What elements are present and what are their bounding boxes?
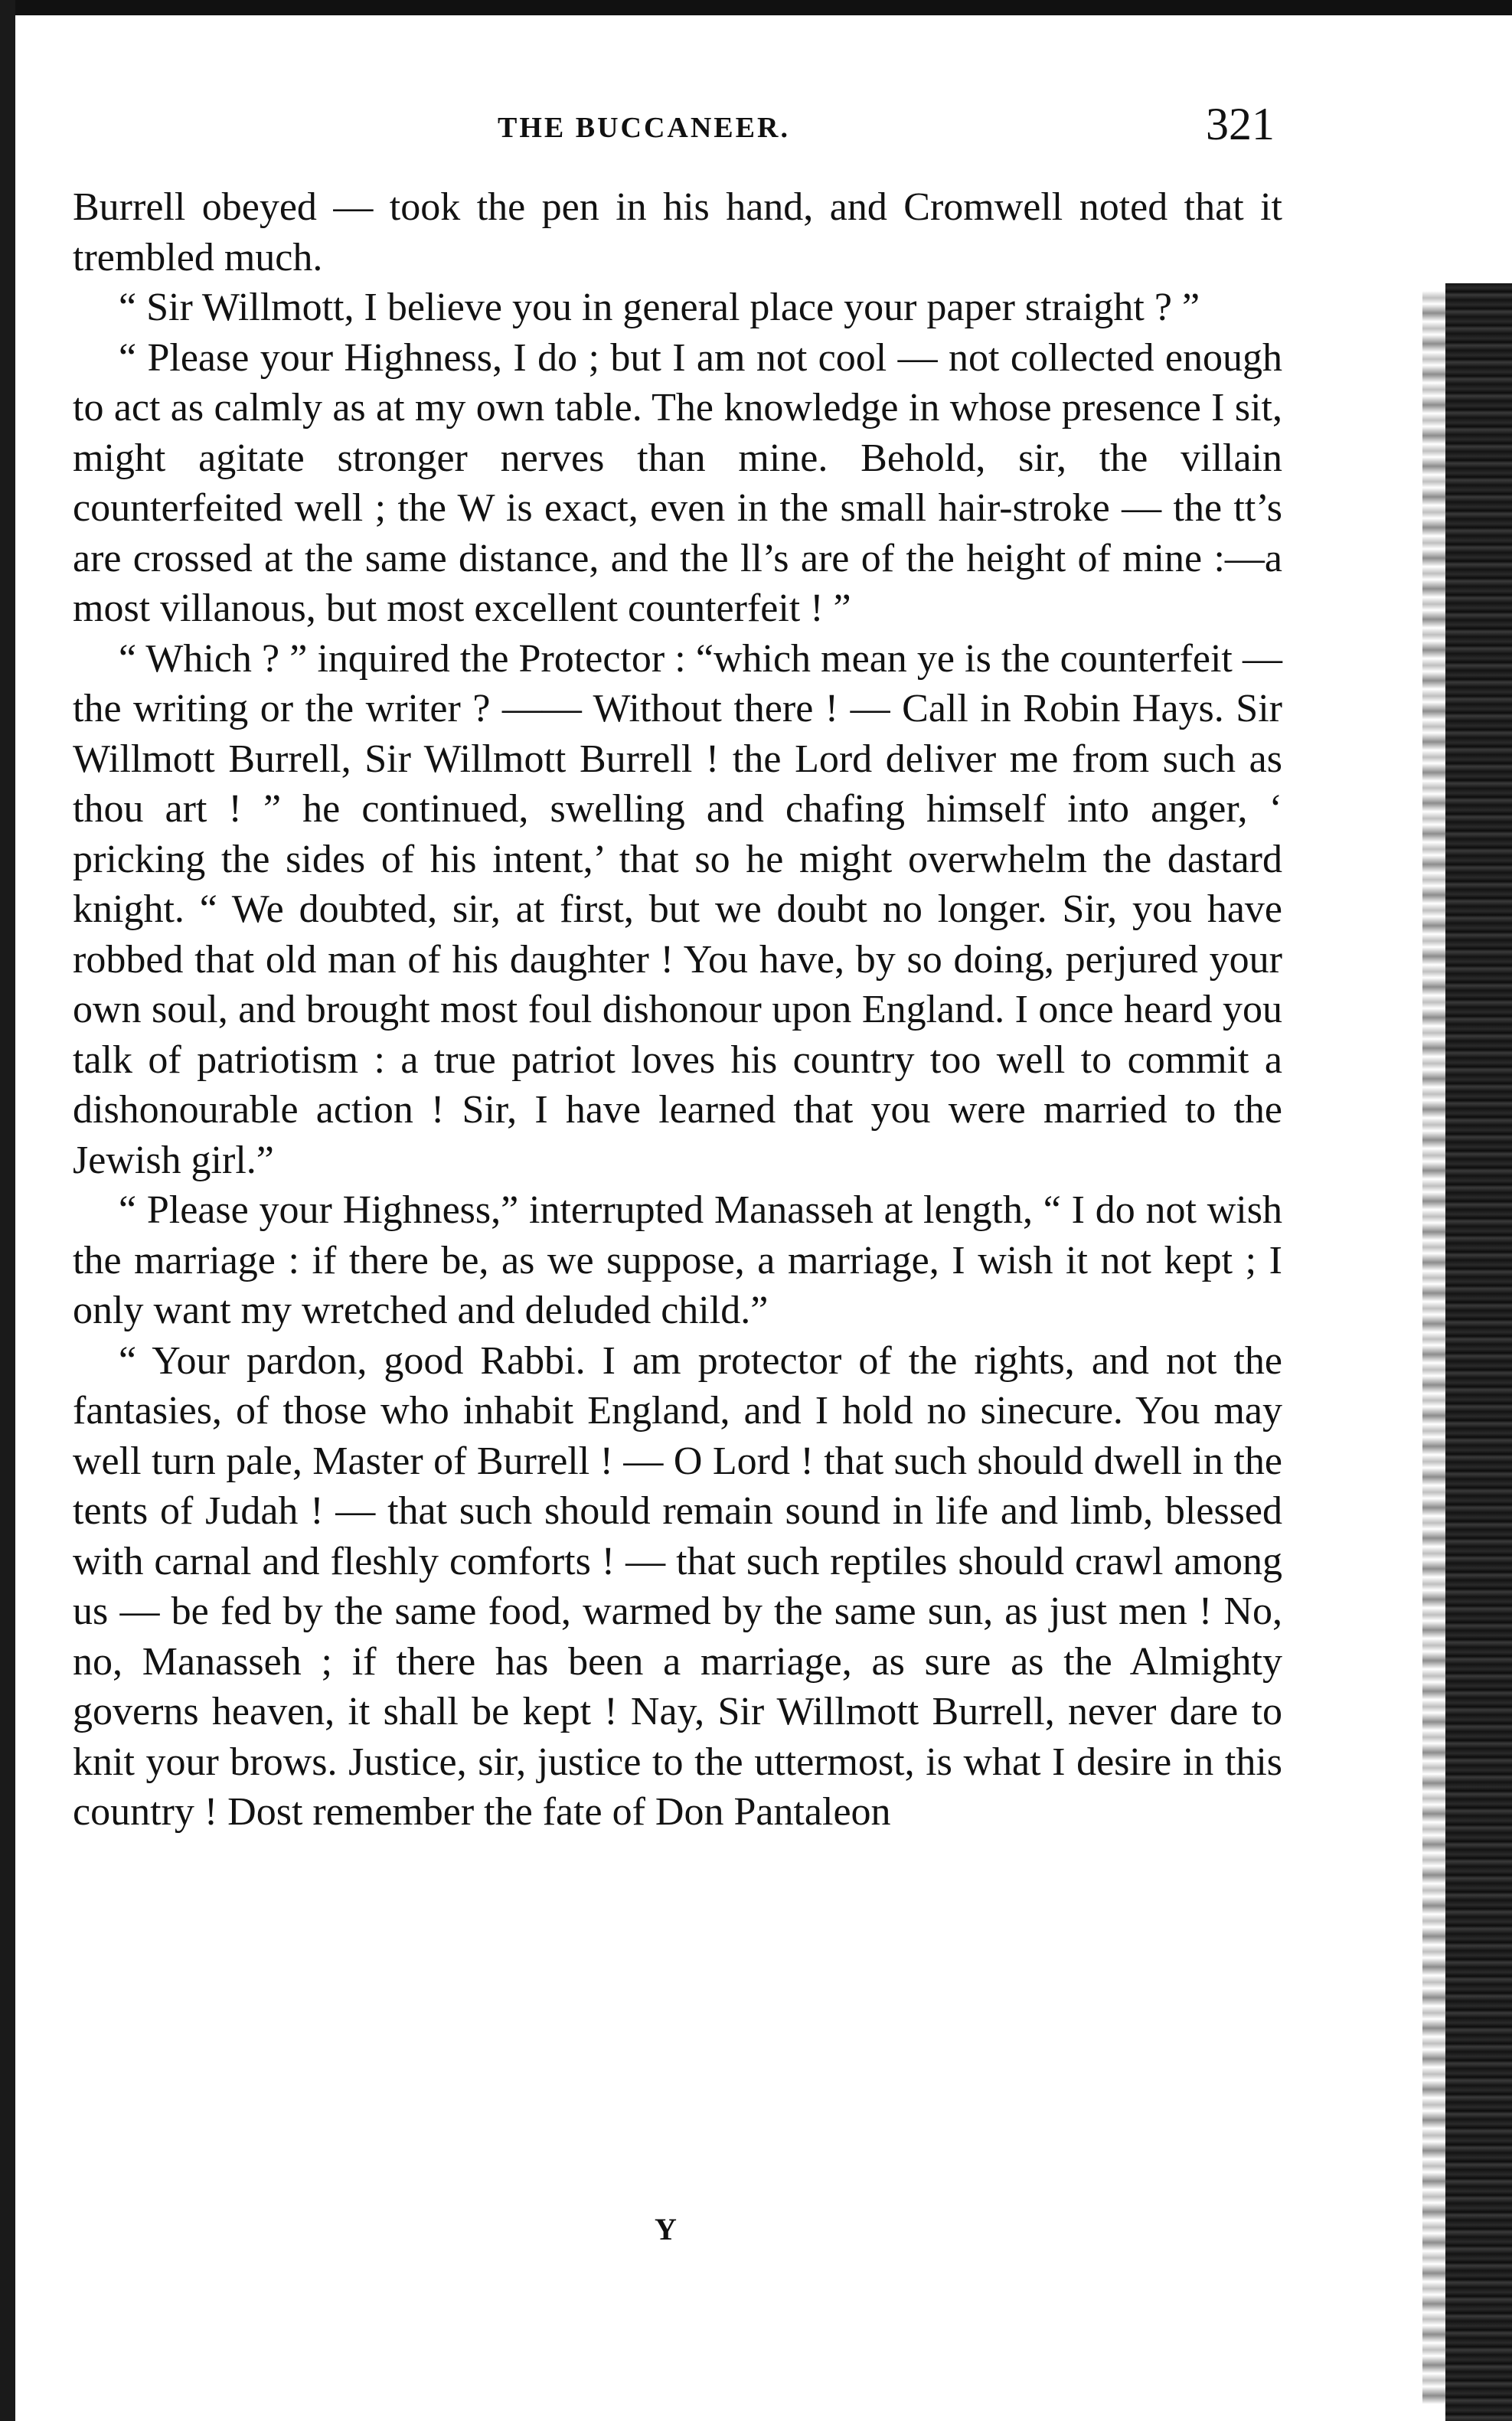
signature-mark: Y: [655, 2212, 677, 2246]
scan-left-border: [0, 0, 15, 2421]
scan-top-border: [0, 0, 1512, 15]
paragraph-3: “ Please your Highness, I do ; but I am not cool — not collected enough to act as calmly as at my own table. The knowledge in whose presence I sit, might agitate stronger nerves than mine. Behold, sir, the villain counterfeited well ; the W is exact, even in the small hair-stroke — the tt’s are crossed at the same distance, and the ll’s are of the height of mine :—a most villanous, but most excellent counterfeit ! ”: [73, 335, 1282, 630]
paragraph-4: “ Which ? ” inquired the Protector : “which mean ye is the counterfeit — the writing or the writer ? —— Without there ! — Call in Robin Hays. Sir Willmott Burrell, Sir Willmott Burrell ! the Lord deliver me from such as thou art ! ” he continued, swelling and chafing himself into anger, ‘ pricking the sides of his intent,’ that so he might overwhelm the dastard knight. “ We doubted, sir, at first, but we doubt no longer. Sir, you have robbed that old man of his daughter ! You have, by so doing, perjured your own soul, and brought most foul dishonour upon England. I once heard you talk of patriotism : a true patriot loves his country too well to commit a dishonourable action ! Sir, I have learned that you were married to the Jewish girl.”: [73, 636, 1282, 1182]
paragraph-5: “ Please your Highness,” interrupted Manasseh at length, “ I do not wish the marriage : if there be, as we suppose, a marriage, I wish it not kept ; I only want my wretched and deluded child.”: [73, 1188, 1282, 1332]
paragraph-2: “ Sir Willmott, I believe you in general place your paper straight ? ”: [119, 286, 1200, 329]
paragraph-6: “ Your pardon, good Rabbi. I am protector of the rights, and not the fantasies, of those who inhabit England, and I hold no sinecure. You may well turn pale, Master of Burrell ! — O Lord ! that such should dwell in the tents of Judah ! — that such should remain sound in life and limb, blessed with carnal and fleshly comforts ! — that such reptiles should crawl among us — be fed by the same food, warmed by the same sun, as just men ! No, no, Manasseh ; if there has been a marriage, as sure as the Almighty governs heaven, it shall be kept ! Nay, Sir Willmott Burrell, never dare to knit your brows. Justice, sir, justice to the uttermost, is what I desire in this country ! Dost remember the fate of Don Pantaleon: [73, 1338, 1282, 1834]
binding-gutter: [1445, 283, 1512, 2421]
page-number: 321: [1206, 99, 1275, 149]
body-text: [73, 182, 1282, 1838]
paragraph-1: Burrell obeyed — took the pen in his hand, and Cromwell noted that it trembled much.: [73, 185, 1282, 279]
running-title: THE BUCCANEER.: [498, 112, 790, 144]
page-edge-shadow: [1422, 291, 1447, 2404]
